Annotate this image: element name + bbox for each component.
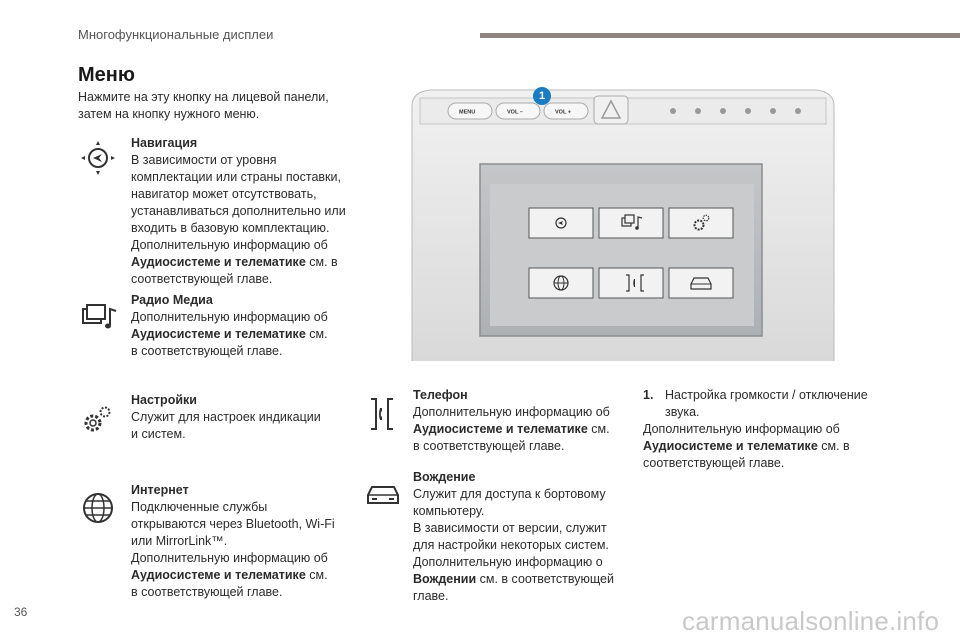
settings-line: Служит для настроек индикации	[131, 410, 321, 424]
navigation-line: навигатор может отсутствовать,	[131, 187, 317, 201]
reference-suffix: см. в	[305, 255, 338, 269]
internet-line: открываются через Bluetooth, Wi-Fi	[131, 517, 335, 531]
internet-line	[131, 567, 361, 584]
internet-title: Интернет	[131, 483, 189, 497]
radio-media-icon	[80, 301, 120, 335]
front-panel-illustration	[408, 86, 838, 361]
navigation-line: Дополнительную информацию об	[131, 238, 328, 252]
phone-line	[413, 421, 633, 438]
navigation-line: входить в базовую комплектацию.	[131, 221, 330, 235]
navigation-icon	[78, 138, 118, 178]
running-header: Многофункциональные дисплеи	[78, 27, 274, 42]
reference-suffix: см. в	[817, 439, 850, 453]
reference-suffix: см.	[305, 327, 328, 341]
internet-line: Подключенные службы	[131, 500, 268, 514]
car-icon	[364, 481, 402, 507]
driving-line: главе.	[413, 589, 449, 603]
watermark: carmanualsonline.info	[682, 606, 940, 636]
bold-reference: Аудиосистеме и телематике	[413, 422, 588, 436]
navigation-line	[131, 254, 351, 271]
radio-line: в соответствующей главе.	[131, 344, 283, 358]
header-rule	[480, 33, 960, 38]
internet-icon	[80, 490, 116, 526]
vol-plus-label: VOL +	[555, 109, 571, 116]
driving-line: Служит для доступа к бортовому	[413, 487, 606, 501]
reference-suffix: см.	[587, 422, 610, 436]
driving-line: компьютеру.	[413, 504, 485, 518]
volume-section	[643, 387, 888, 472]
volume-line: соответствующей главе.	[643, 456, 785, 470]
bold-reference: Аудиосистеме и телематике	[131, 255, 306, 269]
item-number: 1.	[643, 388, 654, 402]
intro-text: Нажмите на эту кнопку на лицевой панели, затем на кнопку нужного меню.	[78, 90, 329, 121]
navigation-line: устанавливаться дополнительно или	[131, 204, 346, 218]
phone-line: в соответствующей главе.	[413, 439, 565, 453]
internet-line: в соответствующей главе.	[131, 585, 283, 599]
phone-icon	[365, 396, 399, 432]
navigation-line: В зависимости от уровня	[131, 153, 277, 167]
menu-button-label: MENU	[459, 109, 476, 116]
navigation-section	[131, 135, 351, 288]
navigation-title: Навигация	[131, 136, 198, 150]
settings-line: и систем.	[131, 427, 186, 441]
driving-line: Дополнительную информацию о	[413, 555, 603, 569]
internet-line: Дополнительную информацию об	[131, 551, 328, 565]
phone-title: Телефон	[413, 388, 468, 402]
radio-media-title: Радио Медиа	[131, 293, 213, 307]
radio-line	[131, 326, 351, 343]
volume-title-line: Настройка громкости / отключение	[665, 388, 868, 402]
driving-line: В зависимости от версии, служит	[413, 521, 607, 535]
navigation-line: комплектации или страны поставки,	[131, 170, 341, 184]
radio-line: Дополнительную информацию об	[131, 310, 328, 324]
driving-title: Вождение	[413, 470, 476, 484]
navigation-line: соответствующей главе.	[131, 272, 273, 286]
bold-reference: Аудиосистеме и телематике	[131, 568, 306, 582]
settings-title: Настройки	[131, 393, 197, 407]
volume-title-line: звука.	[665, 405, 700, 419]
bold-reference: Аудиосистеме и телематике	[643, 439, 818, 453]
settings-section	[131, 392, 351, 443]
phone-section	[413, 387, 633, 455]
page-number: 36	[14, 605, 28, 619]
callout-1: 1	[533, 87, 551, 105]
bold-reference: Аудиосистеме и телематике	[131, 327, 306, 341]
phone-line: Дополнительную информацию об	[413, 405, 610, 419]
radio-media-section	[131, 292, 351, 360]
volume-line	[643, 438, 888, 455]
driving-line: для настройки некоторых систем.	[413, 538, 609, 552]
page-title: Меню	[78, 64, 135, 86]
reference-suffix: см.	[305, 568, 328, 582]
vol-minus-label: VOL –	[507, 109, 523, 116]
driving-section	[413, 469, 638, 605]
reference-suffix: см. в соответствующей	[476, 572, 614, 586]
volume-line: Дополнительную информацию об	[643, 422, 840, 436]
bold-reference: Вождении	[413, 572, 477, 586]
driving-line	[413, 571, 638, 588]
settings-icon	[80, 403, 114, 437]
internet-section	[131, 482, 361, 601]
internet-line: или MirrorLink™.	[131, 534, 228, 548]
